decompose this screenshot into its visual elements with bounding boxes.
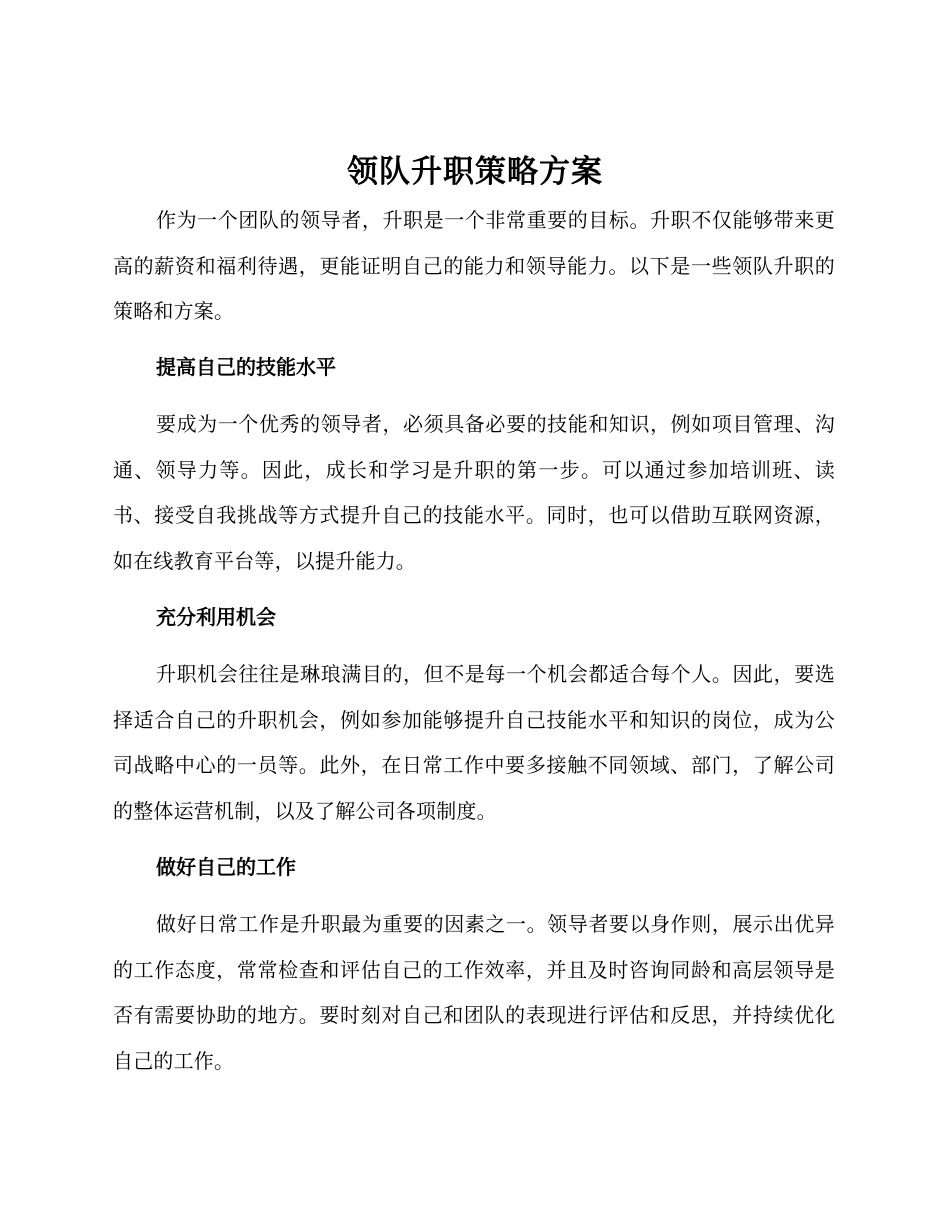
section-heading-opportunities: 充分利用机会 xyxy=(156,605,276,629)
intro-paragraph: 作为一个团队的领导者，升职是一个非常重要的目标。升职不仅能够带来更高的薪资和福利待遇，更能证明自己的能力和领导能力。以下是一些领队升职的策略和方案。 xyxy=(113,208,835,323)
section-heading-work: 做好自己的工作 xyxy=(156,855,296,879)
section-body-skills: 要成为一个优秀的领导者，必须具备必要的技能和知识，例如项目管理、沟通、领导力等。因此，成长和学习是升职的第一步。可以通过参加培训班、读书、接受自我挑战等方式提升自己的技能水平。同时，也可以借助互联网资源，如在线教育平台等，以提升能力。 xyxy=(113,412,835,573)
section-body-work: 做好日常工作是升职最为重要的因素之一。领导者要以身作则，展示出优异的工作态度，常常检查和评估自己的工作效率，并且及时咨询同龄和高层领导是否有需要协助的地方。要时刻对自己和团队的表现进行评估和反思，并持续优化自己的工作。 xyxy=(113,912,835,1073)
section-heading-skills: 提高自己的技能水平 xyxy=(156,355,336,379)
section-body-opportunities: 升职机会往往是琳琅满目的，但不是每一个机会都适合每个人。因此，要选择适合自己的升职机会，例如参加能够提升自己技能水平和知识的岗位，成为公司战略中心的一员等。此外，在日常工作中要多接触不同领域、部门，了解公司的整体运营机制，以及了解公司各项制度。 xyxy=(113,662,835,823)
document-title: 领队升职策略方案 xyxy=(347,154,603,190)
